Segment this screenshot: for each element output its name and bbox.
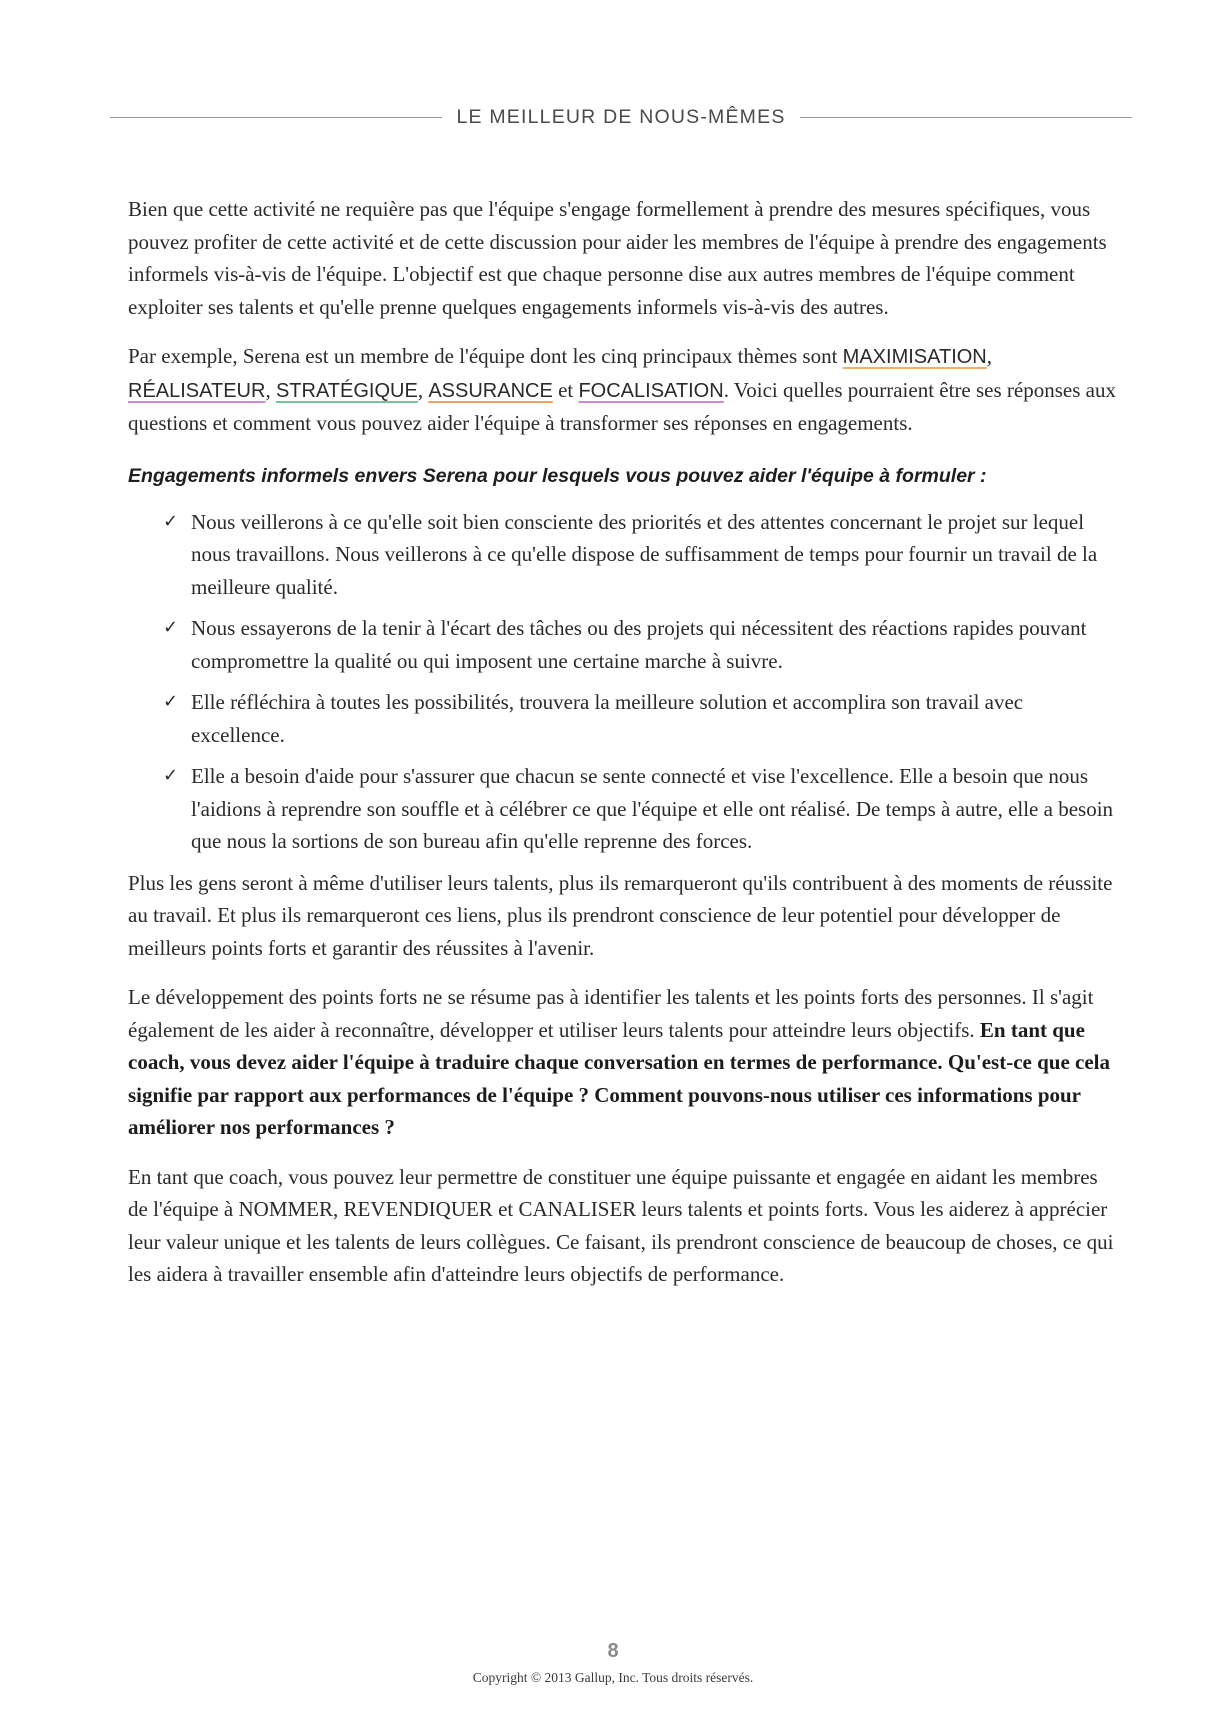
commitments-subheading: Engagements informels envers Serena pour lesquels vous pouvez aider l'équipe à formuler : [128,464,987,487]
page-number: 8 [607,1640,619,1662]
check-mark-icon: ✓ [163,510,179,532]
theme-focalisation: FOCALISATION [578,379,724,402]
theme-separator: , [265,377,276,402]
check-mark-icon: ✓ [163,691,179,712]
checklist-item-text: Nous essayerons de la tenir à l'écart des tâches ou des projets qui nécessitent des réactions rapides pouvant compromettre la qualité ou qui imposent une certaine marche à suivre. [191,616,1087,673]
development-bold-text: En tant que coach, vous devez aider l'équipe à traduire chaque conversation en termes de performance. Qu'est-ce que cela signifie par rapport aux performances de l'équipe ? Comment pouvons-nous utiliser ces informations pour améliorer nos performances ? [128,1017,1110,1139]
theme-maximisation: MAXIMISATION [842,346,987,368]
theme-separator: , [417,377,429,402]
checklist-item [163,686,1118,751]
checklist-item-text: Elle réfléchira à toutes les possibilités, trouvera la meilleure solution et accomplira son travail avec excellence. [191,690,1024,747]
theme-separator-and: et [552,377,579,402]
development-text: Le développement des points forts ne se résume pas à identifier les talents et les points forts des personnes. Il s'agit également de les aider à reconnaître, développer et utiliser leurs talents pour atteindre leurs objectifs. [128,985,1094,1042]
checklist-item [163,506,1118,604]
example-intro-text: Par exemple, Serena est un membre de l'équipe dont les cinq principaux thèmes sont [128,344,843,368]
paragraph-development [128,981,1118,1144]
header-rule-left [110,117,442,118]
checklist-item-text: Elle a besoin d'aide pour s'assurer que chacun se sente connecté et vise l'excellence. Elle a besoin que nous l'aidions à reprendre son souffle et à célébrer ce que l'équipe et elle ont réalisé. De temps à autre, elle a besoin que nous la sortions de son bureau afin qu'elle reprenne des forces. [191,764,1114,853]
checklist-item-text: Nous veillerons à ce qu'elle soit bien consciente des priorités et des attentes concernant le projet sur lequel nous travaillons. Nous veillerons à ce qu'elle dispose de suffisamment de temps pour fournir un travail de la meilleure qualité. [191,509,1098,599]
check-mark-icon: ✓ [163,765,179,786]
copyright-notice: Copyright © 2013 Gallup, Inc. Tous droits réservés. [472,1670,754,1685]
paragraph-coach: En tant que coach, vous pouvez leur permettre de constituer une équipe puissante et engagée en aidant les membres de l'équipe à NOMMER, REVENDIQUER et CANALISER leurs talents et points forts. Vous les aiderez à apprécier leur valeur unique et les talents de leurs collègues. Ce faisant, ils prendront conscience de beaucoup de choses, ce qui les aidera à travailler ensemble afin d'atteindre leurs objectifs de performance. [128,1164,1114,1286]
theme-assurance: ASSURANCE [428,379,553,402]
checklist-item [163,760,1118,858]
theme-realisateur: RÉALISATEUR [128,379,266,402]
header-title: LE MEILLEUR DE NOUS-MÊMES [456,106,786,128]
page-body [128,193,1118,1308]
header-rule-right [800,117,1132,118]
checklist-item [163,612,1118,677]
theme-strategique: STRATÉGIQUE [275,379,418,402]
example-outro-text: . Voici quelles pourraient être ses réponses aux questions et comment vous pouvez aider l'équipe à transformer ses réponses en engagements. [128,377,1116,435]
check-mark-icon: ✓ [163,617,179,638]
theme-separator: , [986,344,993,368]
paragraph-example [128,340,1118,440]
paragraph-intro: Bien que cette activité ne requière pas que l'équipe s'engage formellement à prendre des mesures spécifiques, vous pouvez profiter de cette activité et de cette discussion pour aider les membres de l'équipe à prendre des engagements informels vis-à-vis de l'équipe. L'objectif est que chaque personne dise aux autres membres de l'équipe comment exploiter ses talents et qu'elle prenne quelques engagements informels vis-à-vis des autres. [128,197,1107,319]
page-header [110,106,1132,129]
paragraph-talents: Plus les gens seront à même d'utiliser leurs talents, plus ils remarqueront qu'ils contribuent à des moments de réussite au travail. Et plus ils remarqueront ces liens, plus ils prendront conscience de leur potentiel pour développer de meilleurs points forts et garantir des réussites à l'avenir. [128,870,1113,960]
commitments-checklist [128,506,1118,858]
